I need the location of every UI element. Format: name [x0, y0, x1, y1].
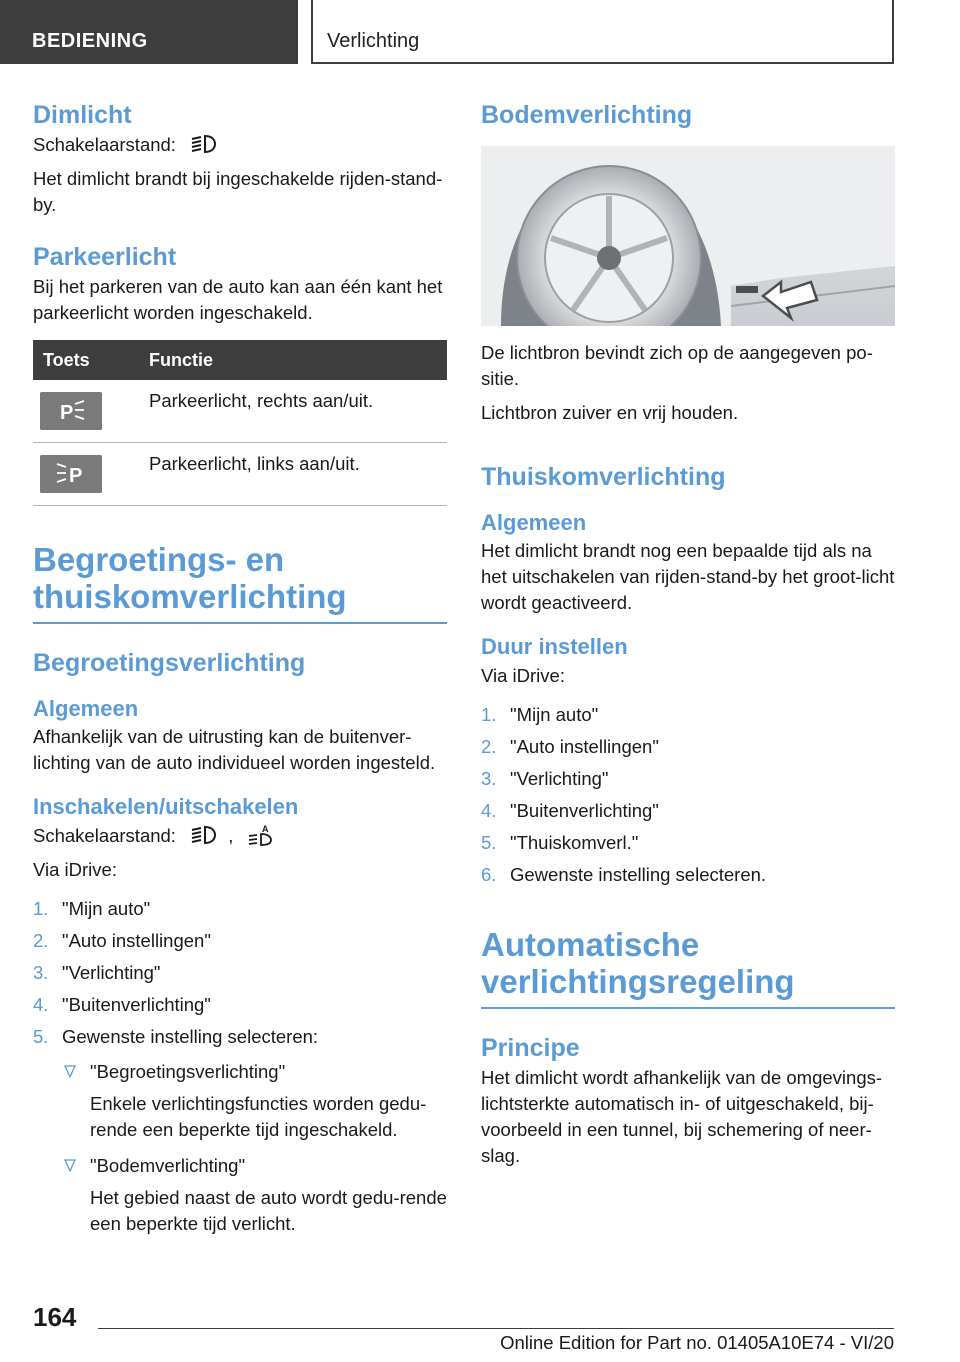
algemeen-heading: Algemeen [33, 695, 139, 721]
bodem-text-1: De lichtbron bevindt zich op de aangegeven po-sitie. [481, 342, 873, 389]
triangle-bullet-icon [64, 1065, 76, 1078]
list-item: 5. Gewenste instelling selecteren: "Begroetingsverlichting" Enkele verlichtingsfuncties worden gedu-rende een beperkte tijd ingeschakeld. "Bodemverlichting" Het gebied naast de auto wordt gedu-rende een beperkte tijd verlicht. [33, 1021, 447, 1237]
table-header-row [33, 340, 447, 380]
car-wheel-image [481, 146, 895, 326]
page-number: 164 [33, 1302, 77, 1332]
homecoming-steps-list [481, 699, 895, 891]
footer-divider [98, 1328, 894, 1329]
right-column [481, 100, 895, 1169]
list-item: 4. "Buitenverlichting" [481, 799, 659, 821]
edition-text: Online Edition for Part no. 01405A10E74 - VI/20 [500, 1332, 894, 1353]
thuiskom-idrive-label: Via iDrive: [481, 664, 565, 686]
parkeerlicht-heading: Parkeerlicht [33, 243, 177, 271]
inschakelen-heading: Inschakelen/uitschakelen [33, 794, 299, 820]
dimlicht-heading: Dimlicht [33, 101, 132, 129]
algemeen-text: Afhankelijk van de uitrusting kan de buitenver-lichting van de auto individueel worden ingesteld. [33, 726, 436, 774]
list-item: "Begroetingsverlichting" Enkele verlichtingsfuncties worden gedu-rende een beperkte tijd ingeschakeld. [62, 1059, 447, 1143]
begroeting-heading: Begroetingsverlichting [33, 648, 306, 677]
svg-text:A: A [261, 823, 269, 834]
dimlicht-text: Het dimlicht brandt bij ingeschakelde rijden-stand-by. [33, 168, 443, 215]
principe-heading: Principe [481, 1033, 580, 1062]
section-title: BEDIENING [32, 30, 148, 52]
list-item: 6. Gewenste instelling selecteren. [481, 863, 767, 885]
parking-light-left-icon [40, 455, 102, 493]
table-row [33, 443, 447, 506]
welcome-options-list [62, 1059, 447, 1237]
list-item: 1. "Mijn auto" [33, 897, 151, 919]
list-item: 2. "Auto instellingen" [481, 735, 659, 757]
triangle-bullet-icon [64, 1159, 76, 1172]
low-beam-icon [189, 824, 217, 846]
welcome-steps-list [33, 893, 447, 1237]
parkeerlicht-text: Bij het parkeren van de auto kan aan één kant het parkeerlicht worden ingeschakeld. [33, 276, 443, 323]
dimlicht-switch-line: Schakelaarstand: [33, 132, 447, 158]
list-item: 3. "Verlichting" [481, 767, 609, 789]
list-item: 4. "Buitenverlichting" [33, 993, 211, 1015]
section-tab [0, 0, 298, 64]
low-beam-icon [189, 133, 217, 155]
begroeting-switch-line: Schakelaarstand: , A [33, 823, 447, 849]
idrive-label: Via iDrive: [33, 858, 117, 880]
thuiskom-algemeen-heading: Algemeen [481, 510, 587, 535]
table-cell-function: Parkeerlicht, links aan/uit. [149, 443, 447, 506]
principe-text: Het dimlicht wordt afhankelijk van de omgevings-lichtsterkte automatisch in- of uitgeschakeld, bij-voorbeeld in een tunnel, bij schemering of neer-slag. [481, 1066, 883, 1166]
list-item: 3. "Verlichting" [33, 961, 161, 983]
svg-text:P: P [69, 465, 83, 487]
table-header-function: Functie [149, 340, 447, 380]
chapter-title-welcome: Begroetings- en thuiskomverlichting [33, 542, 447, 624]
list-item: "Bodemverlichting" Het gebied naast de auto wordt gedu-rende een beperkte tijd verlicht. [62, 1153, 447, 1237]
topic-tab [311, 0, 894, 64]
bodem-text-2: Lichtbron zuiver en vrij houden. [481, 402, 739, 423]
parking-light-right-icon [40, 392, 102, 430]
list-item: 1. "Mijn auto" [481, 703, 599, 725]
parking-light-table [33, 340, 447, 506]
list-item: 2. "Auto instellingen" [33, 929, 211, 951]
table-row [33, 380, 447, 443]
table-header-key: Toets [33, 340, 149, 380]
svg-text:P: P [60, 402, 74, 424]
table-cell-function: Parkeerlicht, rechts aan/uit. [149, 380, 447, 443]
duur-heading: Duur instellen [481, 634, 628, 660]
thuiskom-algemeen-text: Het dimlicht brandt nog een bepaalde tijd als na het uitschakelen van rijden-stand-by het groot-licht wordt geactiveerd. [481, 540, 895, 614]
list-item: 5. "Thuiskomverl." [481, 831, 639, 853]
bodem-heading: Bodemverlichting [481, 101, 693, 129]
topic-title: Verlichting [327, 30, 420, 52]
thuiskom-heading: Thuiskomverlichting [481, 463, 726, 491]
automatic-light-icon [247, 824, 275, 846]
chapter-title-automatic: Automatische verlichtingsregeling [481, 927, 895, 1009]
left-column [33, 100, 447, 1237]
